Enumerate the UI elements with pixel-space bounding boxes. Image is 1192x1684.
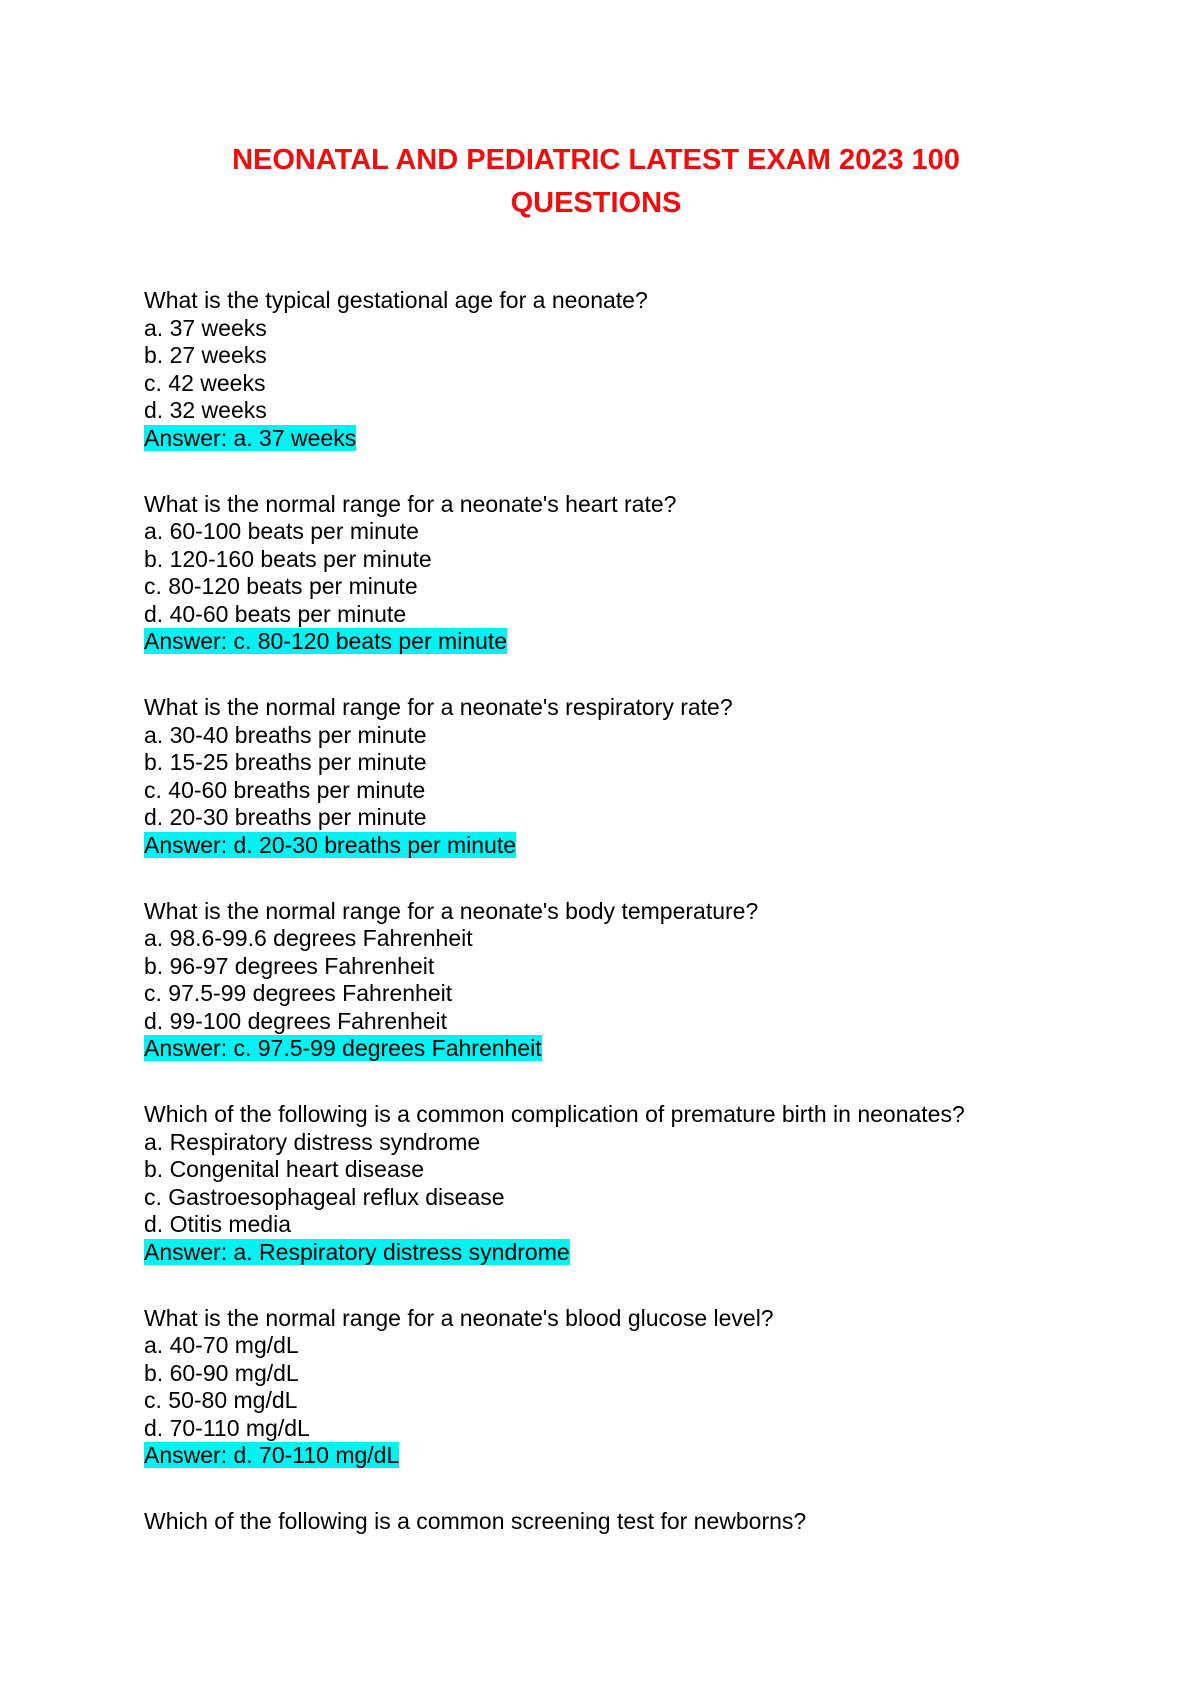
answer-line xyxy=(144,1442,1152,1470)
option: c. Gastroesophageal reflux disease xyxy=(144,1183,505,1210)
option: b. 120-160 beats per minute xyxy=(144,545,432,572)
option: c. 80-120 beats per minute xyxy=(144,573,418,599)
document-title-line1: NEONATAL AND PEDIATRIC LATEST EXAM 2023 100 xyxy=(232,144,960,176)
option: b. 15-25 breaths per minute xyxy=(144,749,427,775)
option: a. 30-40 breaths per minute xyxy=(144,721,427,748)
answer-highlight: Answer: a. Respiratory distress syndrome xyxy=(144,1238,570,1265)
option: a. 98.6-99.6 degrees Fahrenheit xyxy=(144,925,473,951)
answer-line xyxy=(144,1239,1152,1267)
answer-line xyxy=(144,832,1152,860)
option: a. 37 weeks xyxy=(144,314,267,341)
question-text: What is the normal range for a neonate's respiratory rate? xyxy=(144,694,733,720)
option: b. 96-97 degrees Fahrenheit xyxy=(144,952,435,979)
option: c. 50-80 mg/dL xyxy=(144,1387,298,1413)
question-block xyxy=(144,1508,1152,1536)
question-block xyxy=(144,287,1152,452)
option: c. 97.5-99 degrees Fahrenheit xyxy=(144,980,453,1006)
answer-line xyxy=(144,1035,1152,1063)
questions-list xyxy=(0,287,1192,1536)
option: b. Congenital heart disease xyxy=(144,1156,425,1182)
option: a. 40-70 mg/dL xyxy=(144,1332,299,1358)
option: b. 60-90 mg/dL xyxy=(144,1359,299,1386)
question-text: Which of the following is a common screening test for newborns? xyxy=(144,1508,807,1534)
answer-line xyxy=(144,628,1152,656)
answer-line xyxy=(144,425,1152,453)
question-text: What is the normal range for a neonate's blood glucose level? xyxy=(144,1304,774,1331)
question-block xyxy=(144,694,1152,859)
question-text: What is the normal range for a neonate's body temperature? xyxy=(144,897,759,924)
answer-highlight: Answer: d. 70-110 mg/dL xyxy=(144,1442,400,1468)
document-title xyxy=(0,0,1192,225)
question-block xyxy=(144,491,1152,656)
question-block xyxy=(144,1101,1152,1266)
option: d. 40-60 beats per minute xyxy=(144,600,407,627)
answer-highlight: Answer: c. 80-120 beats per minute xyxy=(144,628,508,654)
option: b. 27 weeks xyxy=(144,342,267,368)
option: a. 60-100 beats per minute xyxy=(144,518,419,544)
document-title-line2: QUESTIONS xyxy=(510,187,682,219)
question-text: Which of the following is a common complication of premature birth in neonates? xyxy=(144,1101,965,1127)
option: d. 20-30 breaths per minute xyxy=(144,804,427,830)
question-block xyxy=(144,898,1152,1063)
option: c. 40-60 breaths per minute xyxy=(144,776,426,803)
answer-highlight: Answer: d. 20-30 breaths per minute xyxy=(144,831,517,858)
answer-highlight: Answer: c. 97.5-99 degrees Fahrenheit xyxy=(144,1035,542,1061)
option: d. 70-110 mg/dL xyxy=(144,1414,310,1441)
question-text: What is the normal range for a neonate's heart rate? xyxy=(144,490,677,517)
question-text: What is the typical gestational age for a neonate? xyxy=(144,287,648,313)
answer-highlight: Answer: a. 37 weeks xyxy=(144,424,357,451)
question-block xyxy=(144,1305,1152,1470)
option: d. 32 weeks xyxy=(144,397,267,423)
option: a. Respiratory distress syndrome xyxy=(144,1128,481,1155)
option: c. 42 weeks xyxy=(144,369,266,396)
option: d. Otitis media xyxy=(144,1211,291,1237)
option: d. 99-100 degrees Fahrenheit xyxy=(144,1007,448,1034)
